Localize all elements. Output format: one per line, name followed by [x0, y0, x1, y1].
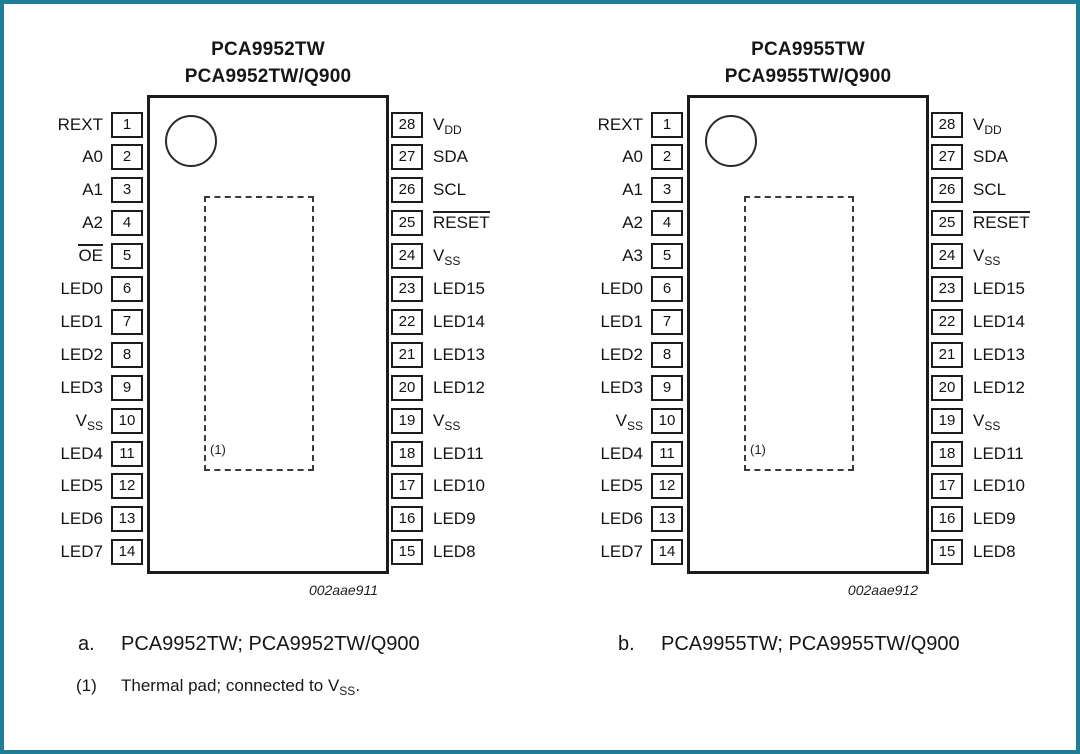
pin-21-number-box: 21 — [391, 342, 423, 368]
pin-4-number-box: 4 — [651, 210, 683, 236]
pin-23-number-box: 23 — [931, 276, 963, 302]
pin-22-number-box: 22 — [931, 309, 963, 335]
chip-title-line2: PCA9952TW/Q900 — [184, 66, 352, 87]
pin-12-number-box: 12 — [651, 473, 683, 499]
pin-11-label: LED4 — [600, 444, 643, 463]
pin-21-number-box: 21 — [931, 342, 963, 368]
pin-8-label: LED2 — [600, 345, 643, 364]
caption-prefix: a. — [78, 633, 95, 655]
pin-16-number-box: 16 — [391, 506, 423, 532]
pin-20-number-box: 20 — [931, 375, 963, 401]
pin-27-number-box: 27 — [931, 144, 963, 170]
pin-6-label: LED0 — [60, 279, 103, 298]
pin-13-label: LED6 — [60, 509, 103, 528]
pin-25-label: RESET — [973, 213, 1030, 232]
pin1-indicator-circle — [705, 115, 757, 167]
caption-a — [78, 633, 420, 656]
pin-28-label: $V_{DD}$ — [433, 115, 462, 137]
pin-16-label: LED9 — [973, 509, 1016, 528]
pin-9-number-box: 9 — [651, 375, 683, 401]
pin-10-label: $V_{SS}$ — [615, 411, 643, 433]
pin-2-number-box: 2 — [651, 144, 683, 170]
chip-title-b — [647, 36, 969, 90]
pin-5-label: A3 — [622, 246, 643, 265]
pin1-indicator-circle — [165, 115, 217, 167]
footnote-suffix: . — [355, 676, 361, 695]
chip-title-line1: PCA9955TW — [751, 39, 865, 60]
pin-12-label: LED5 — [60, 476, 103, 495]
pin-2-number-box: 2 — [111, 144, 143, 170]
pin-15-number-box: 15 — [391, 539, 423, 565]
pin-20-label: LED12 — [973, 378, 1025, 397]
pin-6-number-box: 6 — [111, 276, 143, 302]
chip-title-line1: PCA9952TW — [211, 39, 325, 60]
pin-3-number-box: 3 — [651, 177, 683, 203]
pin-25-label: RESET — [433, 213, 490, 232]
pin-26-number-box: 26 — [931, 177, 963, 203]
pin-24-label: $V_{SS}$ — [973, 246, 1001, 268]
pin-28-label: $V_{DD}$ — [973, 115, 1002, 137]
pin-24-number-box: 24 — [931, 243, 963, 269]
footnote-text: Thermal pad; connected to V — [121, 676, 340, 695]
pin-25-number-box: 25 — [391, 210, 423, 236]
pin-6-number-box: 6 — [651, 276, 683, 302]
caption-text: PCA9952TW; PCA9952TW/Q900 — [121, 633, 420, 655]
footnote-thermal-pad — [76, 676, 360, 698]
pin-7-number-box: 7 — [651, 309, 683, 335]
pin-2-label: A0 — [82, 147, 103, 166]
pin-23-label: LED15 — [433, 279, 485, 298]
pin-27-label: SDA — [973, 147, 1008, 166]
pin-9-label: LED3 — [60, 378, 103, 397]
pin-3-label: A1 — [622, 180, 643, 199]
pin-5-number-box: 5 — [111, 243, 143, 269]
thermal-pad-outline — [204, 196, 314, 471]
figure-code: 002aae911 — [308, 582, 378, 598]
pin-23-label: LED15 — [973, 279, 1025, 298]
pin-10-number-box: 10 — [111, 408, 143, 434]
pin-23-number-box: 23 — [391, 276, 423, 302]
pin-3-label: A1 — [82, 180, 103, 199]
pin-17-number-box: 17 — [391, 473, 423, 499]
pin-12-label: LED5 — [600, 476, 643, 495]
pin-17-label: LED10 — [973, 476, 1025, 495]
pin-20-label: LED12 — [433, 378, 485, 397]
pin-4-label: A2 — [622, 213, 643, 232]
pin-19-label: $V_{SS}$ — [973, 411, 1001, 433]
pin-21-label: LED13 — [433, 345, 485, 364]
pin-22-label: LED14 — [433, 312, 485, 331]
pin-16-number-box: 16 — [931, 506, 963, 532]
thermal-pad-ref-label: (1) — [210, 442, 226, 457]
pin-1-label: REXT — [597, 115, 643, 134]
pin-13-label: LED6 — [600, 509, 643, 528]
pin-14-label: LED7 — [600, 542, 643, 561]
pin-12-number-box: 12 — [111, 473, 143, 499]
pinout-diagram-a — [4, 4, 544, 754]
pin-15-label: LED8 — [973, 542, 1016, 561]
pin-15-label: LED8 — [433, 542, 476, 561]
pin-1-label: REXT — [57, 115, 103, 134]
pin-18-label: LED11 — [433, 444, 484, 463]
pin-19-number-box: 19 — [391, 408, 423, 434]
pin-8-label: LED2 — [60, 345, 103, 364]
pin-22-label: LED14 — [973, 312, 1025, 331]
caption-prefix: b. — [618, 633, 635, 655]
pin-8-number-box: 8 — [651, 342, 683, 368]
figure-code: 002aae912 — [847, 582, 918, 598]
pin-4-number-box: 4 — [111, 210, 143, 236]
pin-11-number-box: 11 — [651, 441, 683, 467]
pin-26-label: SCL — [433, 180, 467, 199]
pin-14-number-box: 14 — [111, 539, 143, 565]
chip-title-line2: PCA9955TW/Q900 — [724, 66, 892, 87]
pin-21-label: LED13 — [973, 345, 1025, 364]
pin-5-number-box: 5 — [651, 243, 683, 269]
pin-1-number-box: 1 — [651, 112, 683, 138]
pin-22-number-box: 22 — [391, 309, 423, 335]
thermal-pad-ref-label: (1) — [750, 442, 766, 457]
pin-17-label: LED10 — [433, 476, 485, 495]
pin-9-label: LED3 — [600, 378, 643, 397]
pin-26-label: SCL — [973, 180, 1007, 199]
pin-18-number-box: 18 — [391, 441, 423, 467]
footnote-ref-number: (1) — [76, 676, 97, 695]
pin-7-label: LED1 — [600, 312, 643, 331]
pin-17-number-box: 17 — [931, 473, 963, 499]
pin-24-label: $V_{SS}$ — [433, 246, 461, 268]
pin-26-number-box: 26 — [391, 177, 423, 203]
pin-13-number-box: 13 — [111, 506, 143, 532]
pin-18-label: LED11 — [973, 444, 1024, 463]
thermal-pad-outline — [744, 196, 854, 471]
caption-b — [618, 633, 960, 656]
pin-14-label: LED7 — [60, 542, 103, 561]
pin-27-label: SDA — [433, 147, 468, 166]
caption-text: PCA9955TW; PCA9955TW/Q900 — [661, 633, 960, 655]
pin-10-number-box: 10 — [651, 408, 683, 434]
pin-19-label: $V_{SS}$ — [433, 411, 461, 433]
pin-14-number-box: 14 — [651, 539, 683, 565]
pin-20-number-box: 20 — [391, 375, 423, 401]
pin-13-number-box: 13 — [651, 506, 683, 532]
pin-7-label: LED1 — [60, 312, 103, 331]
pin-9-number-box: 9 — [111, 375, 143, 401]
pin-25-number-box: 25 — [931, 210, 963, 236]
pin-27-number-box: 27 — [391, 144, 423, 170]
pin-11-label: LED4 — [60, 444, 103, 463]
pin-3-number-box: 3 — [111, 177, 143, 203]
pin-16-label: LED9 — [433, 509, 476, 528]
footnote-subscript: SS — [339, 684, 356, 698]
pin-8-number-box: 8 — [111, 342, 143, 368]
pin-28-number-box: 28 — [931, 112, 963, 138]
pin-10-label: $V_{SS}$ — [75, 411, 103, 433]
chip-title-a — [107, 36, 429, 90]
pin-1-number-box: 1 — [111, 112, 143, 138]
pin-19-number-box: 19 — [931, 408, 963, 434]
pin-11-number-box: 11 — [111, 441, 143, 467]
pin-6-label: LED0 — [600, 279, 643, 298]
pin-18-number-box: 18 — [931, 441, 963, 467]
pin-5-label: OE — [78, 246, 103, 265]
pin-24-number-box: 24 — [391, 243, 423, 269]
pin-2-label: A0 — [622, 147, 643, 166]
pin-28-number-box: 28 — [391, 112, 423, 138]
pin-7-number-box: 7 — [111, 309, 143, 335]
pinout-diagram-b — [544, 4, 1080, 754]
pin-15-number-box: 15 — [931, 539, 963, 565]
pin-4-label: A2 — [82, 213, 103, 232]
